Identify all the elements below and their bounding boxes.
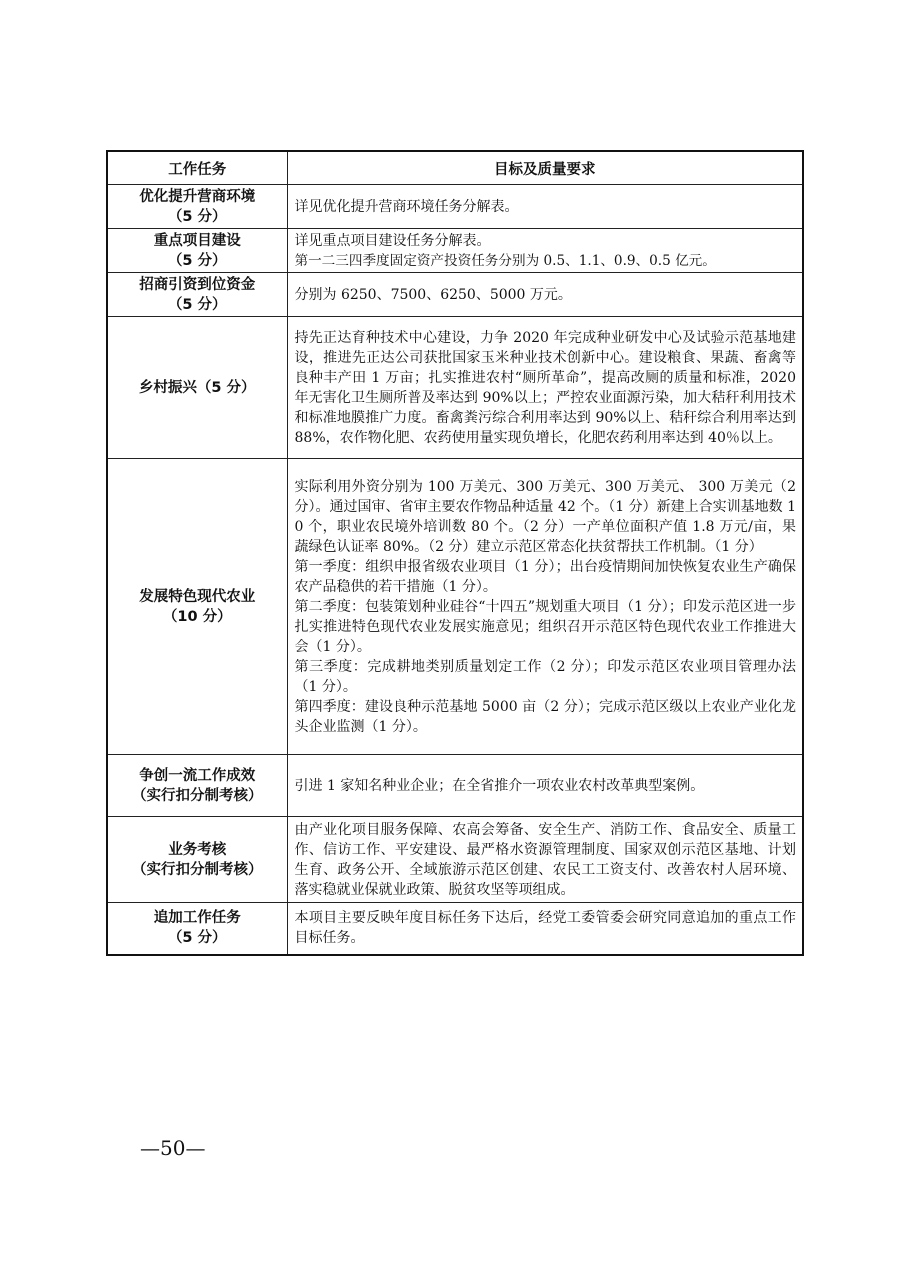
requirement-text: 第二季度：包装策划种业硅谷“十四五”规划重大项目（1 分）；印发示范区进一步扎实推进特色现代农业发展实施意见；组织召开示范区特色现代农业工作推进大会（1 分）。	[294, 598, 796, 655]
requirement-text: 第一二三四季度固定资产投资任务分别为 0.5、1.1、0.9、0.5 亿元。	[294, 252, 716, 269]
task-score: （5 分）	[167, 208, 227, 225]
requirement-text: 持先正达育种技术中心建设，力争 2020 年完成种业研发中心及试验示范基地建设，推进先正达公司获批国家玉米种业技术创新中心。建设粮食、果蔬、畜禽等良种丰产田 1 万亩；扎实推进农村“厕所革命”，提高改厕的质量和标准，2020 年无害化卫生厕所普及率达到 90%以上；严控农业面源污染，加大秸秆利用技术和标准地膜推广力度。畜禽粪污综合利用率达到 90%以上、秸秆综合利用率达到 88%，农作物化肥、农药使用量实现负增长，化肥农药利用率达到 40％以上。	[294, 329, 796, 446]
table-header-row	[107, 151, 803, 185]
task-table	[106, 150, 804, 956]
task-name: 乡村振兴（5 分）	[138, 379, 256, 396]
requirement-text: 详见优化提升营商环境任务分解表。	[294, 198, 519, 215]
requirement-cell	[287, 903, 803, 955]
task-score: （10 分）	[162, 608, 232, 625]
requirement-text: 实际利用外资分别为 100 万美元、300 万美元、300 万美元、 300 万美元（2 分）。通过国审、省审主要农作物品种适量 42 个。（1 分）新建上合实训基地数 10 个，职业农民境外培训数 80 个。（2 分）一产单位面积产值 1.8 万元/亩，果蔬绿色认证率 80%。（2 分）建立示范区常态化扶贫帮扶工作机制。（1 分）	[294, 478, 796, 555]
table-row	[107, 755, 803, 817]
task-name: 招商引资到位资金	[139, 276, 256, 293]
task-name: 业务考核	[168, 841, 227, 858]
requirement-text: 分别为 6250、7500、6250、5000 万元。	[294, 286, 572, 303]
table-row	[107, 459, 803, 755]
requirement-text: 引进 1 家知名种业企业；在全省推介一项农业农村改革典型案例。	[294, 777, 705, 794]
requirement-text: 本项目主要反映年度目标任务下达后，经党工委管委会研究同意追加的重点工作目标任务。	[294, 910, 796, 947]
table-row	[107, 229, 803, 273]
requirement-text: 第一季度：组织申报省级农业项目（1 分）；出台疫情期间加快恢复农业生产确保农产品稳供的若干措施（1 分）。	[294, 558, 796, 595]
task-name: 争创一流工作成效	[139, 767, 256, 784]
task-cell	[107, 817, 287, 903]
task-cell	[107, 229, 287, 273]
requirement-text: 由产业化项目服务保障、农高会筹备、安全生产、消防工作、食品安全、质量工作、信访工作、平安建设、最严格水资源管理制度、国家双创示范区基地、计划生育、政务公开、全域旅游示范区创建、农民工工资支付、改善农村人居环境、落实稳就业保就业政策、脱贫攻坚等项组成。	[294, 821, 796, 898]
task-name: 优化提升营商环境	[139, 188, 256, 205]
requirement-cell	[287, 817, 803, 903]
table-row	[107, 185, 803, 229]
task-score: （5 分）	[167, 252, 227, 269]
column-header-requirements: 目标及质量要求	[287, 151, 803, 185]
task-name: 发展特色现代农业	[139, 588, 256, 605]
table-row	[107, 273, 803, 317]
requirement-cell	[287, 459, 803, 755]
task-name: 追加工作任务	[153, 910, 241, 927]
requirement-cell	[287, 273, 803, 317]
requirement-cell	[287, 229, 803, 273]
task-cell	[107, 273, 287, 317]
task-score: （5 分）	[167, 930, 227, 947]
requirement-cell	[287, 317, 803, 459]
requirement-text: 第四季度：建设良种示范基地 5000 亩（2 分）；完成示范区级以上农业产业化龙头企业监测（1 分）。	[294, 698, 796, 735]
task-name: 重点项目建设	[153, 232, 241, 249]
requirement-cell	[287, 755, 803, 817]
task-score: （实行扣分制考核）	[132, 861, 263, 878]
requirement-cell	[287, 185, 803, 229]
requirement-text: 详见重点项目建设任务分解表。	[294, 232, 491, 249]
task-cell	[107, 317, 287, 459]
page-number: —50—	[140, 1136, 206, 1160]
column-header-task: 工作任务	[107, 151, 287, 185]
table-row	[107, 817, 803, 903]
task-cell	[107, 755, 287, 817]
task-cell	[107, 185, 287, 229]
task-cell	[107, 459, 287, 755]
task-score: （5 分）	[167, 296, 227, 313]
task-score: （实行扣分制考核）	[132, 787, 263, 804]
table-row	[107, 317, 803, 459]
requirement-text: 第三季度：完成耕地类别质量划定工作（2 分）；印发示范区农业项目管理办法（1 分）。	[294, 658, 796, 695]
task-cell	[107, 903, 287, 955]
table-row	[107, 903, 803, 955]
